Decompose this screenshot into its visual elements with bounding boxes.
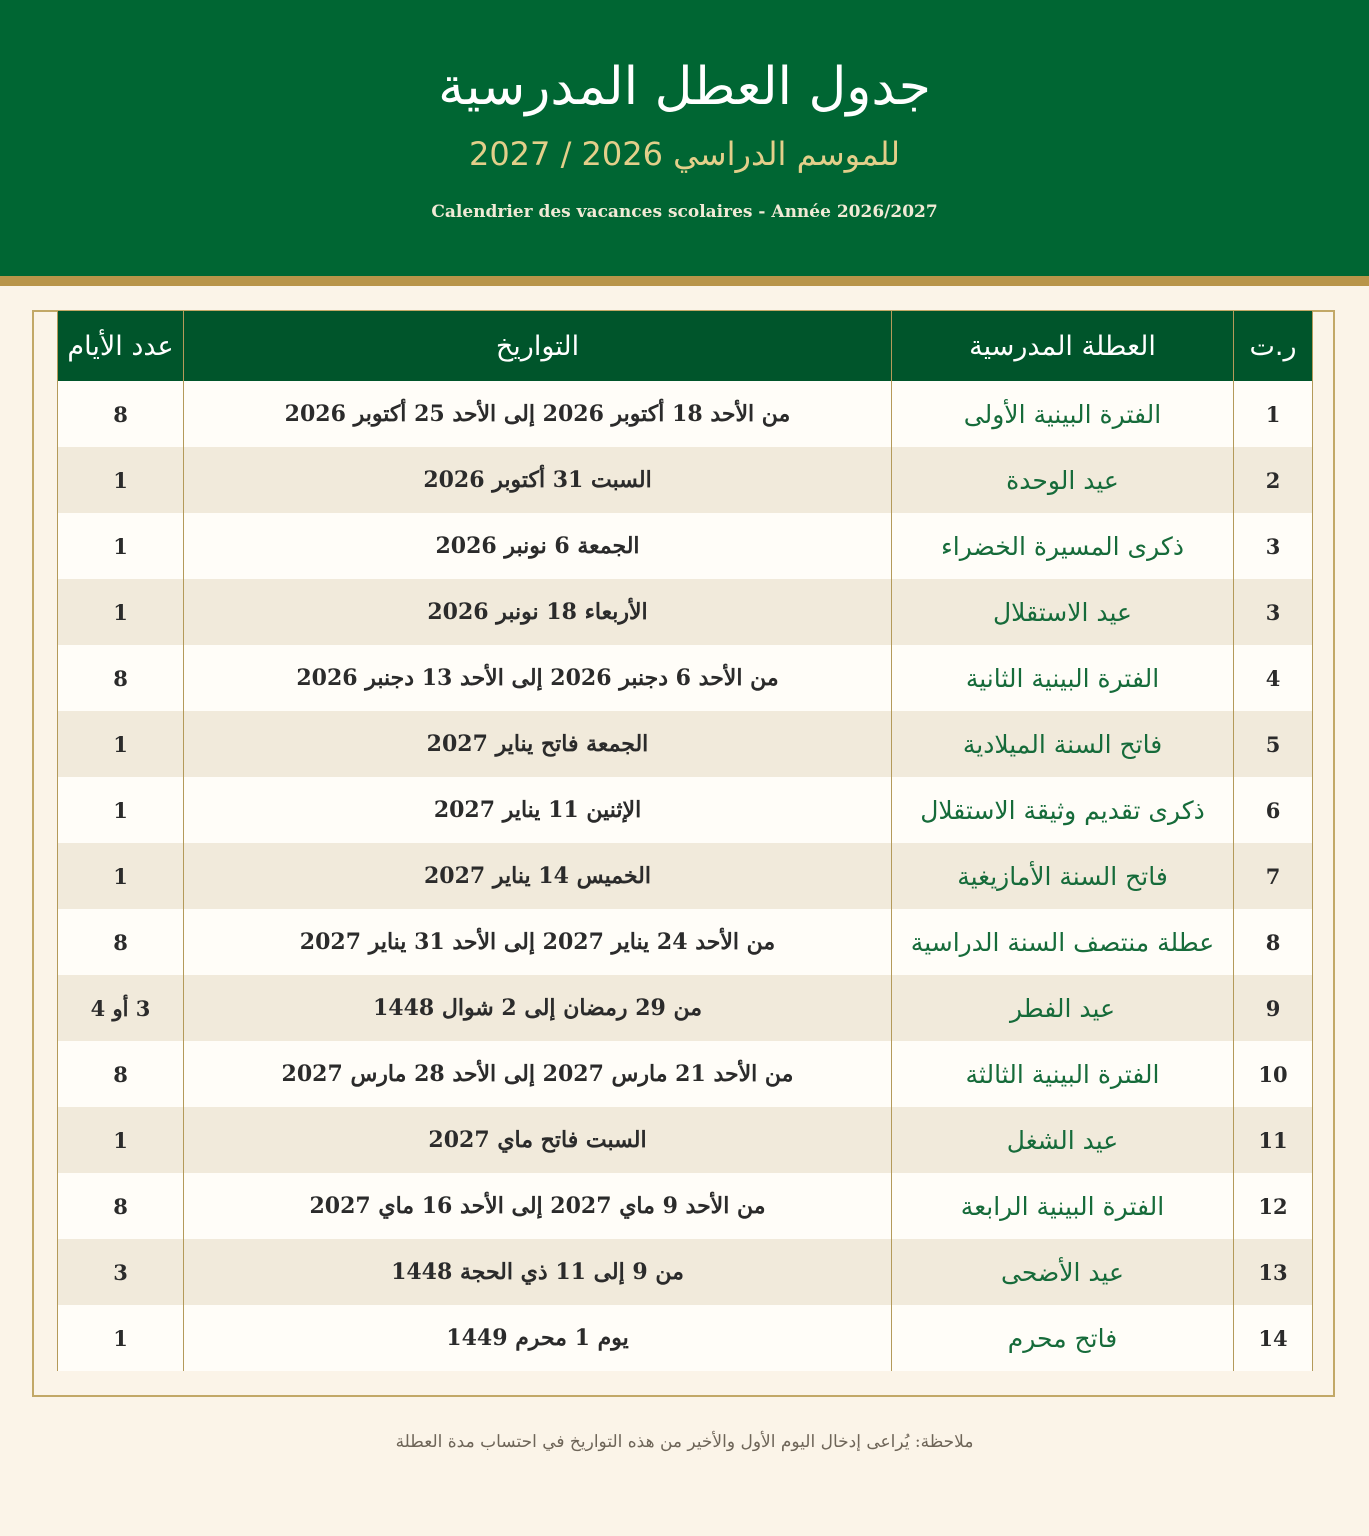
holiday-name: ذكرى تقديم وثيقة الاستقلال: [892, 777, 1234, 843]
column-header-number: ر.ت: [1234, 311, 1313, 381]
holiday-days: 8: [58, 909, 184, 975]
table-row: [58, 1239, 1313, 1305]
holiday-name: الفترة البينية الثانية: [892, 645, 1234, 711]
holiday-days: 1: [58, 1305, 184, 1371]
row-number: 3: [1234, 579, 1313, 645]
holiday-days: 1: [58, 447, 184, 513]
page-subtitle: للموسم الدراسي 2026 / 2027: [468, 135, 901, 173]
holiday-dates: من 29 رمضان إلى 2 شوال 1448: [184, 975, 892, 1041]
holiday-days: 8: [58, 1173, 184, 1239]
row-number: 2: [1234, 447, 1313, 513]
column-header-holiday: العطلة المدرسية: [892, 311, 1234, 381]
page-title: جدول العطل المدرسية: [438, 57, 931, 117]
holiday-dates: السبت فاتح ماي 2027: [184, 1107, 892, 1173]
holidays-table: [57, 311, 1313, 1371]
holiday-dates: من الأحد 24 يناير 2027 إلى الأحد 31 يناير 2027: [184, 909, 892, 975]
row-number: 5: [1234, 711, 1313, 777]
table-row: [58, 843, 1313, 909]
row-number: 7: [1234, 843, 1313, 909]
row-number: 6: [1234, 777, 1313, 843]
footnote: ملاحظة: يُراعى إدخال اليوم الأول والأخير من هذه التواريخ في احتساب مدة العطلة: [395, 1432, 974, 1452]
holiday-name: عطلة منتصف السنة الدراسية: [892, 909, 1234, 975]
table-row: [58, 645, 1313, 711]
holiday-name: عيد الفطر: [892, 975, 1234, 1041]
holiday-dates: من الأحد 21 مارس 2027 إلى الأحد 28 مارس 2027: [184, 1041, 892, 1107]
holiday-name: ذكرى المسيرة الخضراء: [892, 513, 1234, 579]
holiday-dates: الجمعة فاتح يناير 2027: [184, 711, 892, 777]
holiday-name: عيد الاستقلال: [892, 579, 1234, 645]
holiday-days: 8: [58, 1041, 184, 1107]
holiday-days: 1: [58, 513, 184, 579]
table-row: [58, 909, 1313, 975]
holiday-name: الفترة البينية الرابعة: [892, 1173, 1234, 1239]
table-row: [58, 579, 1313, 645]
table-row: [58, 513, 1313, 579]
holiday-days: 1: [58, 843, 184, 909]
row-number: 10: [1234, 1041, 1313, 1107]
table-row: [58, 1107, 1313, 1173]
row-number: 11: [1234, 1107, 1313, 1173]
page-subtitle-french: Calendrier des vacances scolaires - Année 2026/2027: [431, 202, 938, 222]
holiday-name: فاتح السنة الميلادية: [892, 711, 1234, 777]
table-row: [58, 381, 1313, 447]
row-number: 14: [1234, 1305, 1313, 1371]
holiday-dates: الإثنين 11 يناير 2027: [184, 777, 892, 843]
holiday-dates: من الأحد 18 أكتوبر 2026 إلى الأحد 25 أكتوبر 2026: [184, 381, 892, 447]
table-row: [58, 1305, 1313, 1371]
row-number: 9: [1234, 975, 1313, 1041]
holiday-days: 1: [58, 777, 184, 843]
holiday-name: عيد الأضحى: [892, 1239, 1234, 1305]
table-header-row: [58, 311, 1313, 381]
holiday-days: 1: [58, 1107, 184, 1173]
table-row: [58, 1173, 1313, 1239]
holiday-dates: الخميس 14 يناير 2027: [184, 843, 892, 909]
holiday-days: 1: [58, 579, 184, 645]
holiday-dates: من 9 إلى 11 ذي الحجة 1448: [184, 1239, 892, 1305]
holiday-name: فاتح محرم: [892, 1305, 1234, 1371]
table-row: [58, 975, 1313, 1041]
holiday-dates: السبت 31 أكتوبر 2026: [184, 447, 892, 513]
holiday-days: 3: [58, 1239, 184, 1305]
header-divider: [0, 276, 1369, 286]
holiday-dates: يوم 1 محرم 1449: [184, 1305, 892, 1371]
row-number: 8: [1234, 909, 1313, 975]
row-number: 1: [1234, 381, 1313, 447]
table-row: [58, 447, 1313, 513]
holiday-name: عيد الوحدة: [892, 447, 1234, 513]
holiday-days: 3 أو 4: [58, 975, 184, 1041]
table-row: [58, 777, 1313, 843]
holiday-days: 8: [58, 645, 184, 711]
row-number: 13: [1234, 1239, 1313, 1305]
column-header-dates: التواريخ: [184, 311, 892, 381]
row-number: 12: [1234, 1173, 1313, 1239]
holiday-name: الفترة البينية الثالثة: [892, 1041, 1234, 1107]
row-number: 4: [1234, 645, 1313, 711]
table-row: [58, 1041, 1313, 1107]
holiday-name: فاتح السنة الأمازيغية: [892, 843, 1234, 909]
column-header-days: عدد الأيام: [58, 311, 184, 381]
holiday-dates: الأربعاء 18 نونبر 2026: [184, 579, 892, 645]
holiday-days: 1: [58, 711, 184, 777]
header-banner: [0, 0, 1369, 276]
row-number: 3: [1234, 513, 1313, 579]
holiday-name: عيد الشغل: [892, 1107, 1234, 1173]
holiday-dates: من الأحد 9 ماي 2027 إلى الأحد 16 ماي 2027: [184, 1173, 892, 1239]
holiday-dates: من الأحد 6 دجنبر 2026 إلى الأحد 13 دجنبر 2026: [184, 645, 892, 711]
holiday-days: 8: [58, 381, 184, 447]
holiday-name: الفترة البينية الأولى: [892, 381, 1234, 447]
holiday-dates: الجمعة 6 نونبر 2026: [184, 513, 892, 579]
table-row: [58, 711, 1313, 777]
